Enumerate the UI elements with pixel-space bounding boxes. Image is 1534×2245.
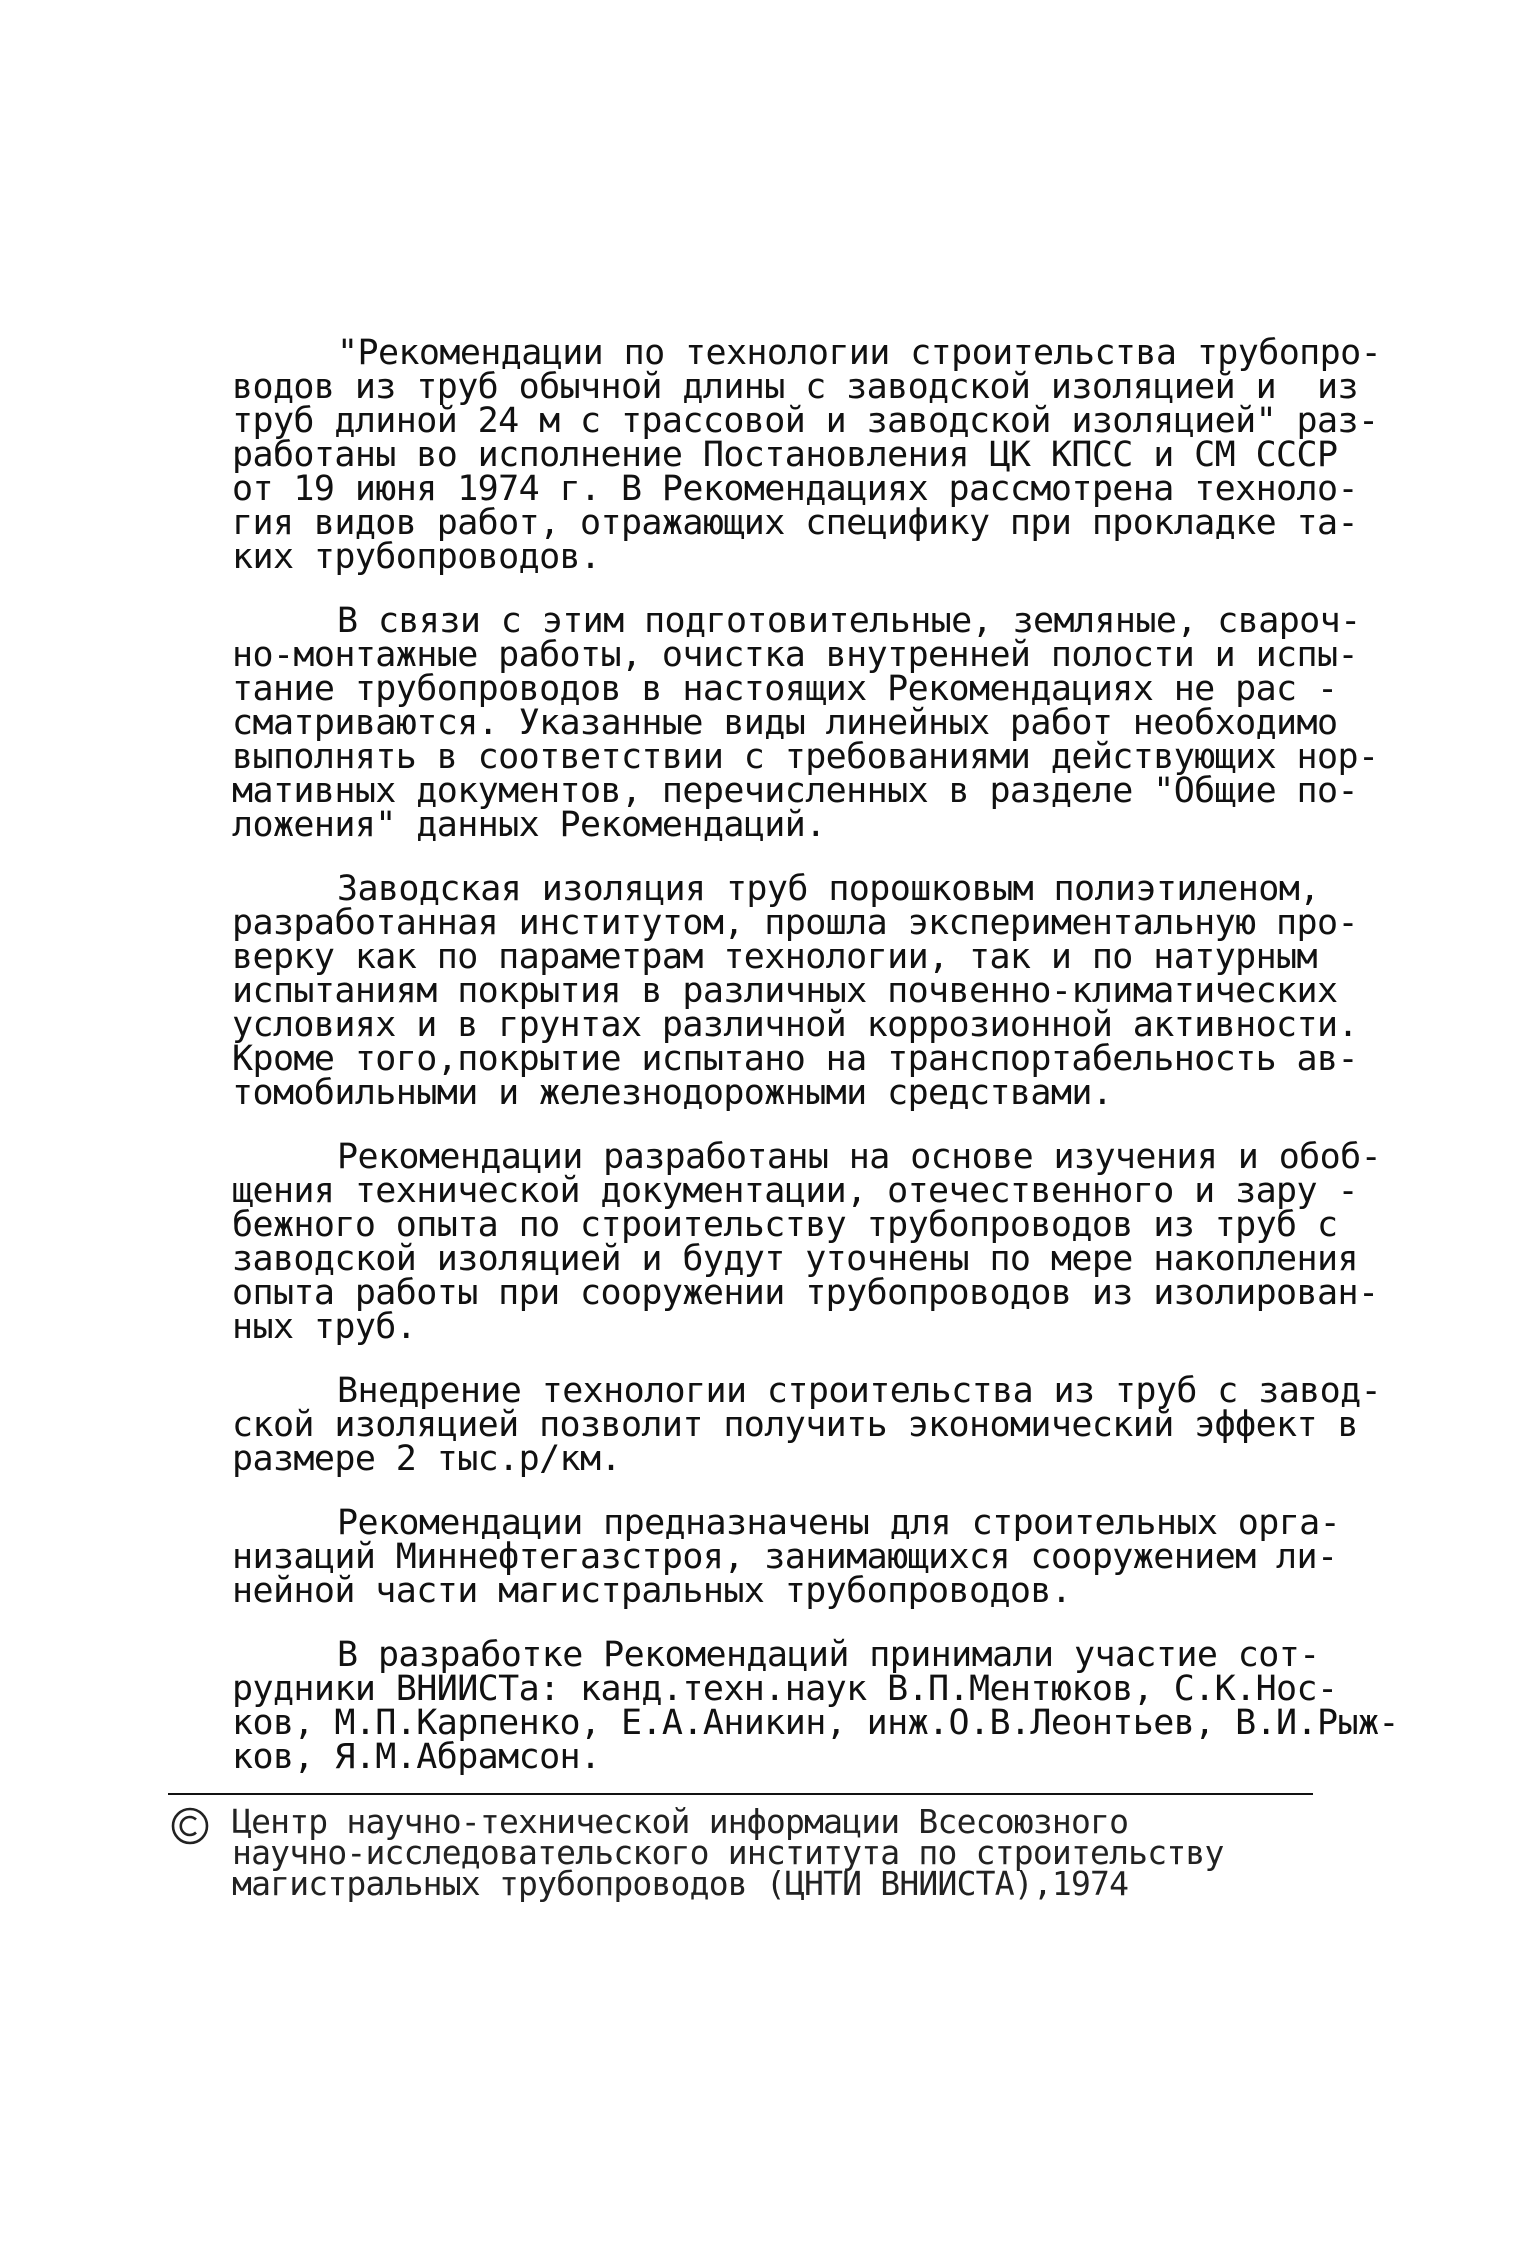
text-line: Рекомендации разработаны на основе изучения и обоб- [337, 1137, 1382, 1177]
text-line: ложения" данных Рекомендаций. [232, 805, 826, 845]
paragraph-intro [232, 333, 1382, 577]
text-line: разработанная институтом, прошла экспериментальную про- [232, 903, 1358, 943]
text-line: В связи с этим подготовительные, земляные, свароч- [337, 601, 1361, 641]
text-line: Заводская изоляция труб порошковым полиэтиленом, [337, 869, 1320, 909]
copyright-text [232, 1802, 1224, 1903]
text-line: размере 2 тыс.р/км. [232, 1439, 621, 1479]
text-line: ков, Я.М.Абрамсон. [232, 1737, 601, 1777]
text-line: водов из труб обычной длины с заводской изоляцией и из [232, 367, 1358, 407]
text-line: Рекомендации предназначены для строительных орга- [337, 1503, 1341, 1543]
copyright-line: магистральных трубопроводов (ЦНТИ ВНИИСТА),1974 [232, 1864, 1129, 1903]
paragraph-scope [232, 601, 1379, 845]
text-line: ных труб. [232, 1307, 417, 1347]
text-line: низаций Миннефтегазстроя, занимающихся сооружением ли- [232, 1537, 1338, 1577]
text-line: труб длиной 24 м с трассовой и заводской изоляцией" раз- [232, 401, 1379, 441]
text-line: работаны во исполнение Постановления ЦК КПСС и СМ СССР [232, 435, 1338, 475]
text-line: сматриваются. Указанные виды линейных работ необходимо [232, 703, 1338, 743]
paragraph-basis [232, 1137, 1382, 1347]
body-text [232, 333, 1399, 1804]
copyright-line: Центр научно-технической информации Всесоюзного [232, 1802, 1129, 1841]
text-line: от 19 июня 1974 г. В Рекомендациях рассмотрена техноло- [232, 469, 1358, 509]
text-line: ков, М.П.Карпенко, Е.А.Аникин, инж.О.В.Леонтьев, В.И.Рыж- [232, 1703, 1399, 1743]
text-line: томобильными и железнодорожными средствами. [232, 1073, 1113, 1113]
paragraph-effect [232, 1371, 1382, 1479]
text-line: гия видов работ, отражающих специфику при прокладке та- [232, 503, 1358, 543]
text-line: В разработке Рекомендаций принимали участие сот- [337, 1635, 1320, 1675]
footer-divider [168, 1793, 1313, 1795]
text-line: условиях и в грунтах различной коррозионной активности. [232, 1005, 1358, 1045]
text-line: ких трубопроводов. [232, 537, 601, 577]
text-line: щения технической документации, отечественного и зару - [232, 1171, 1358, 1211]
text-line: Кроме того,покрытие испытано на транспортабельность ав- [232, 1039, 1358, 1079]
text-line: рудники ВНИИСТа: канд.техн.наук В.П.Ментюков, С.К.Нос- [232, 1669, 1338, 1709]
text-line: бежного опыта по строительству трубопроводов из труб с [232, 1205, 1338, 1245]
text-line: "Рекомендации по технологии строительства трубопро- [337, 333, 1382, 373]
text-line: Внедрение технологии строительства из труб с завод- [337, 1371, 1382, 1411]
text-line: ской изоляцией позволит получить экономический эффект в [232, 1405, 1358, 1445]
text-line: нейной части магистральных трубопроводов. [232, 1571, 1072, 1611]
text-line: испытаниям покрытия в различных почвенно-климатических [232, 971, 1338, 1011]
paragraph-authors [232, 1635, 1399, 1777]
text-line: мативных документов, перечисленных в разделе "Общие по- [232, 771, 1358, 811]
text-line: опыта работы при сооружении трубопроводов из изолирован- [232, 1273, 1379, 1313]
paragraph-audience [232, 1503, 1372, 1611]
text-line: выполнять в соответствии с требованиями действующих нор- [232, 737, 1379, 777]
text-line: верку как по параметрам технологии, так и по натурным [232, 937, 1318, 977]
text-line: заводской изоляцией и будут уточнены по мере накопления [232, 1239, 1358, 1279]
paragraph-insulation [232, 869, 1372, 1113]
text-line: но-монтажные работы, очистка внутренней полости и испы- [232, 635, 1358, 675]
copyright-icon [170, 1806, 210, 1846]
copyright-line: научно-исследовательского института по строительству [232, 1833, 1224, 1872]
text-line: тание трубопроводов в настоящих Рекомендациях не рас - [232, 669, 1338, 709]
